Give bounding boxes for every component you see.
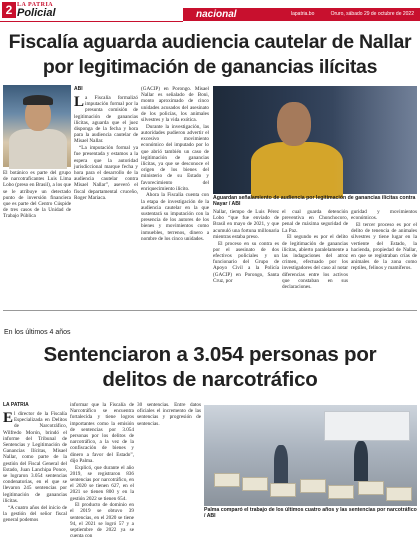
story2-column-1	[3, 402, 67, 526]
logo-brand-top: LA PATRIA	[17, 2, 54, 8]
story1-column-1	[74, 86, 138, 310]
story1-photo-caption: Aguardan señalamiento de audiencia por legitimación de ganancias ilícitas contra Nayar / ABI	[213, 195, 416, 208]
story2-col2-p1: informar que la Fiscalía de Narcotráfico se encuentra fortalecida y tiene logros importantes como la emisión de sentencias por 3.054 personas por los delitos de narcotráfico, a la vez de la confiscación de bienes y dinero a favor del Estado”, dijo Palma.	[70, 402, 134, 464]
story1-col3b-p1: Nallar, tiempo de Luis Pérez Lobo “que fue enviado de Brasil en mayo de 2021, y que acumuló una fortuna millonaria mientras estaba preso.	[213, 209, 279, 240]
story1-col5-p2: El tercer proceso es por el delito de tenencia de animales silvestres y tiene lugar en la vertiente del Estado, la hacienda, propiedad de Nallar, en que se registraban crías de animales de la zona como reptiles, felinos y mamíferos.	[351, 221, 417, 272]
story2-headline: Sentenciaron a 3.054 personas por delitos de narcotráfico	[43, 343, 377, 391]
issue-date: Oruro, sábado 29 de octubre de 2022	[330, 11, 414, 17]
story1-dropcap: L	[74, 93, 85, 110]
story1-col5-p1: guridad y movimientos económicos.	[351, 209, 417, 222]
story-divider	[3, 310, 417, 311]
story2-column-2	[70, 402, 134, 539]
story1-column-1b	[3, 170, 71, 310]
story2-photo-caption: Palma comparó el trabajo de los últimos cuatro años y las sentencias por narcotráfico / ABI	[204, 507, 417, 520]
story2-col2-p3: El producto de dominio en el 2019 se obtuvo 39 sentencias, en el 2020 se tiene 94, el 2021 se logró 57 y a septiembre de 2022 ya se cuenta con	[70, 502, 134, 539]
section-bar	[183, 8, 420, 21]
page-header	[0, 0, 420, 22]
story1-col4-p2: El segundo es por el delito de legitimación de ganancias ilícitas, abierto paralelamente a las indagaciones del atroz crimen, efectuado por los investigadores del caso al notar diferencias entre los activos que constaban en sus declaraciones.	[282, 234, 348, 290]
story1-column-2	[141, 86, 209, 310]
story1-col3b-p2: El proceso en su contra es por el asesinato de dos efectivos policiales y un funcionario del Grupo de Apoyo Civil a la Policía (GACIP) en Porongo, Santa Cruz, por	[213, 240, 279, 284]
story1-col4-p1: el cual guarda detención preventiva en Chonchocoro, penal de máxima seguridad de La Paz.	[282, 209, 348, 234]
story2-col2-p2: Explicó, que durante el año 2019, se registraron 836 sentencias por narcotráfico, en el 2020 se tienen 627, en el 2021 se tienen 800 y en la gestión 2022 se tienen 654.	[70, 464, 134, 502]
story1-col1-p2: “La imputación formal ya fue presentada y estamos a la espera que la autoridad jurisdiccional marque fecha y hora para el desarrollo de la audiencia cautelar contra Misael Nallar”, aseveró el fiscal departamental cruceño, Roger Mariaca.	[74, 145, 138, 201]
story1-col2-p1: (GACIP) en Porongo. Misael Nallar es señalado de Boni, monto aproximado de cinco unidades acusados del asesinato de los policías, los animales silvestres y la vida exótica.	[141, 86, 209, 124]
story2-kicker: En los últimos 4 años	[4, 329, 71, 336]
story1-column-4	[282, 209, 348, 310]
story1-col2-p3: Ahora la Fiscalía cuenta con la etapa de investigación de la audiencia cautelar en la que sustentará su imputación con la presencia de los autores de los bienes y movimientos como inmuebles, terrenos, dinero a nombre de los cinco unidades.	[141, 192, 209, 242]
story1-byline: ABI	[74, 86, 83, 92]
page-number: 2	[2, 2, 16, 18]
story1-col1-p1: a Fiscalía formalizó imputación formal por la presunta comisión de legitimación de ganancias ilícitas, aguarda que el juez disponga de la fecha y hora para la audiencia cautelar de Misael Nallar.	[74, 95, 138, 145]
story2-byline: LA PATRIA	[3, 402, 29, 408]
newspaper-logo	[17, 2, 65, 18]
story2-col1-p2: “A cuatro años del inicio de la gestión del señor fiscal general podemos	[3, 504, 67, 523]
story2-col3-p1: 30 sentencias. Entre datos oficiales el incremento de las sentencias y progresión de sentencias.	[137, 402, 201, 427]
story1-column-3	[213, 209, 279, 310]
story2-dropcap: E	[3, 409, 14, 426]
story2-col1-p1: l director de la Fiscalía Especializada en Delitos de Narcotráfico, Wilfredo Morón, brindó el informe del Tribunal de Sentencias y Legitimación de Ganancias Ilícitas, Misael Nallar, como parte de la gestión del Fiscal General del Estado, Juan Lanchipa Ponce, se lograron 3.054 sentencias condenatorias, en el que se llevaron 245 sentencias por legitimación de ganancias ilícitas.	[3, 411, 67, 504]
story1-prisoner-photo	[213, 86, 417, 194]
story1-col1-p3: El botánico es parte del grupo de narcotraficantes Luis Lima Lobo (preso en Brasil), a los que se le atribuye un detectado punto de inversión financiera que es parte del Centro Cúspide de tres casos de la Unidad de Trabajo Pública	[3, 170, 71, 220]
story2-column-3	[137, 402, 201, 526]
story1-headline: Fiscalía aguarda audiencia cautelar de Nallar por legitimación de ganancias ilícitas	[8, 31, 412, 78]
section-label: nacional	[196, 9, 237, 20]
story1-col2-p2: Durante la investigación, las autoridades pudieron advertir el excesivo movimiento económico del imputado por lo que abrió también un caso de legitimación de ganancias ilícitas, ya que se desconoce el origen de los bienes del ministerio de su Estado y favorecimiento del enriquecimiento ilícito.	[141, 123, 209, 192]
header-rule	[0, 21, 183, 22]
story2-press-conference-photo	[204, 405, 417, 506]
story1-column-5	[351, 209, 417, 310]
logo-brand-bottom: Policial	[17, 7, 56, 19]
website-label: lapatria.bo	[291, 11, 315, 17]
story1-portrait-photo	[3, 85, 71, 167]
